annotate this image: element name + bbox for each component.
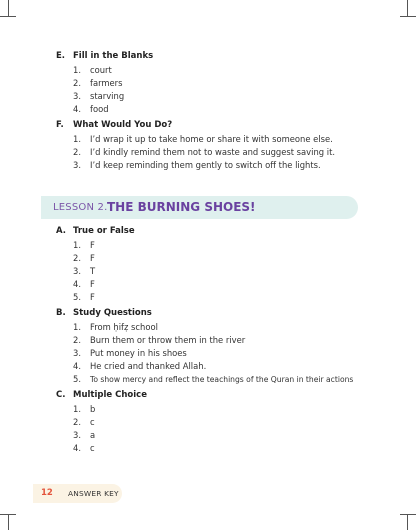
- section-title: Study Questions: [73, 308, 152, 318]
- lesson-banner: [41, 196, 358, 219]
- page-number: 12: [41, 488, 53, 498]
- list-item: 4. food: [73, 104, 109, 114]
- lesson-number: LESSON 2.: [53, 202, 108, 213]
- crop-mark: [407, 514, 408, 530]
- list-item: 2. c: [73, 417, 95, 427]
- list-item: 5. To show mercy and reflect the teachings of the Quran in their actions: [73, 374, 354, 384]
- list-item: 3. I’d keep reminding them gently to switch off the lights.: [73, 160, 321, 170]
- list-item: 2. F: [73, 253, 95, 263]
- crop-mark: [0, 514, 16, 515]
- section-heading-what-would-you-do: [56, 120, 172, 130]
- section-title: Fill in the Blanks: [73, 51, 154, 61]
- list-item: 1. court: [73, 65, 112, 75]
- list-item: 1. I’d wrap it up to take home or share it with someone else.: [73, 134, 333, 144]
- crop-mark: [8, 0, 9, 16]
- lesson-title: THE BURNING SHOES!: [107, 200, 256, 214]
- section-letter: E.: [56, 51, 66, 61]
- crop-mark: [400, 514, 416, 515]
- list-item: 4. He cried and thanked Allah.: [73, 361, 207, 371]
- section-title: What Would You Do?: [73, 120, 173, 130]
- section-letter: F.: [56, 120, 64, 130]
- list-item: 3. Put money in his shoes: [73, 348, 187, 358]
- list-item: 1. F: [73, 240, 95, 250]
- crop-mark: [8, 514, 9, 530]
- list-item: 1. b: [73, 404, 96, 414]
- crop-mark: [400, 16, 416, 17]
- section-title: True or False: [73, 226, 135, 236]
- list-item: 1. From ḥifẓ school: [73, 322, 158, 332]
- list-item: 3. T: [73, 266, 96, 276]
- list-item: 2. Burn them or throw them in the river: [73, 335, 246, 345]
- footer-label: ANSWER KEY: [68, 489, 119, 498]
- section-letter: A.: [56, 226, 66, 236]
- list-item: 5. F: [73, 292, 95, 302]
- list-item: 4. c: [73, 443, 95, 453]
- list-item: 2. farmers: [73, 78, 123, 88]
- section-letter: B.: [56, 308, 66, 318]
- crop-mark: [0, 16, 16, 17]
- section-heading-true-false: [56, 226, 135, 236]
- section-heading-multiple-choice: [56, 390, 147, 400]
- list-item: 4. F: [73, 279, 95, 289]
- section-heading-study-questions: [56, 308, 152, 318]
- list-item: 2. I’d kindly remind them not to waste and suggest saving it.: [73, 147, 336, 157]
- list-item: 3. a: [73, 430, 96, 440]
- list-item: 3. starving: [73, 91, 125, 101]
- section-title: Multiple Choice: [73, 390, 147, 400]
- page-footer: [33, 484, 122, 503]
- section-heading-fill-blanks: [56, 51, 153, 61]
- section-letter: C.: [56, 390, 66, 400]
- crop-mark: [407, 0, 408, 16]
